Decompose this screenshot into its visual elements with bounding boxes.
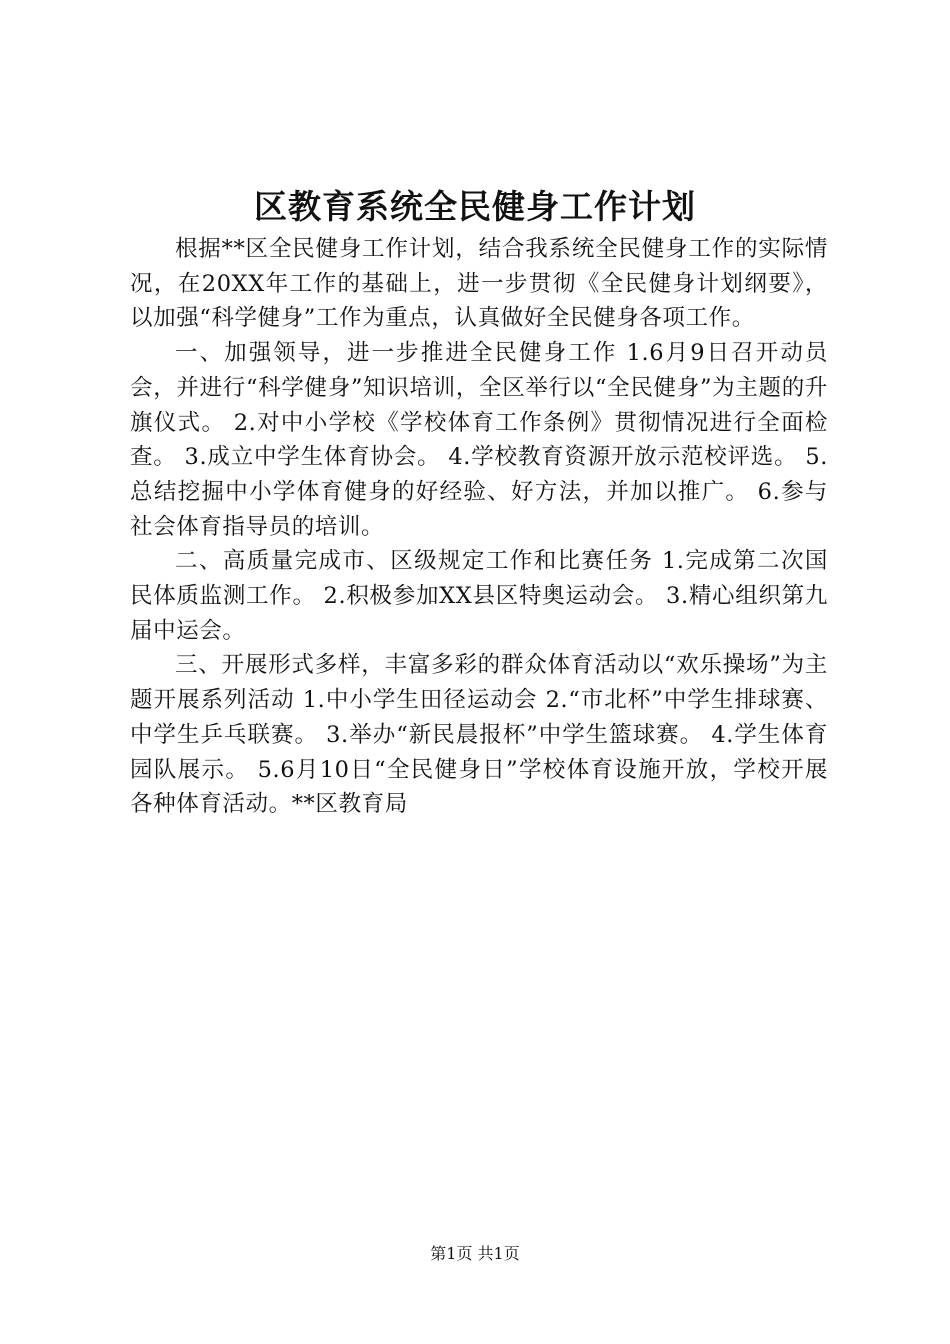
document-body [130, 232, 828, 822]
paragraph-intro: 根据**区全民健身工作计划，结合我系统全民健身工作的实际情况，在20XX年工作的基础上，进一步贯彻《全民健身计划纲要》，以加强“科学健身”工作为重点，认真做好全民健身各项工作。 [130, 236, 828, 332]
document-title: 区教育系统全民健身工作计划 [254, 187, 696, 226]
page-number-footer: 第1页 共1页 [430, 1244, 520, 1263]
paragraph-section-1: 一、加强领导，进一步推进全民健身工作 1.6月9日召开动员会，并进行“科学健身”知识培训，全区举行以“全民健身”为主题的升旗仪式。 2.对中小学校《学校体育工作条例》贯彻情况进行全面检查。 3.成立中学生体育协会。 4.学校教育资源开放示范校评选。 5.总结挖掘中小学体育健身的好经验、好方法，并加以推广。 6.参与社会体育指导员的培训。 [130, 340, 828, 540]
paragraph-section-3: 三、开展形式多样，丰富多彩的群众体育活动以“欢乐操场”为主题开展系列活动 1.中小学生田径运动会 2.“市北杯”中学生排球赛、中学生乒乓联赛。 3.举办“新民晨报杯”中学生篮球赛。 4.学生体育园队展示。 5.6月10日“全民健身日”学校体育设施开放，学校开展各种体育活动。**区教育局 [130, 652, 828, 818]
paragraph-section-2: 二、高质量完成市、区级规定工作和比赛任务 1.完成第二次国民体质监测工作。 2.积极参加XX县区特奥运动会。 3.精心组织第九届中运会。 [130, 548, 828, 644]
